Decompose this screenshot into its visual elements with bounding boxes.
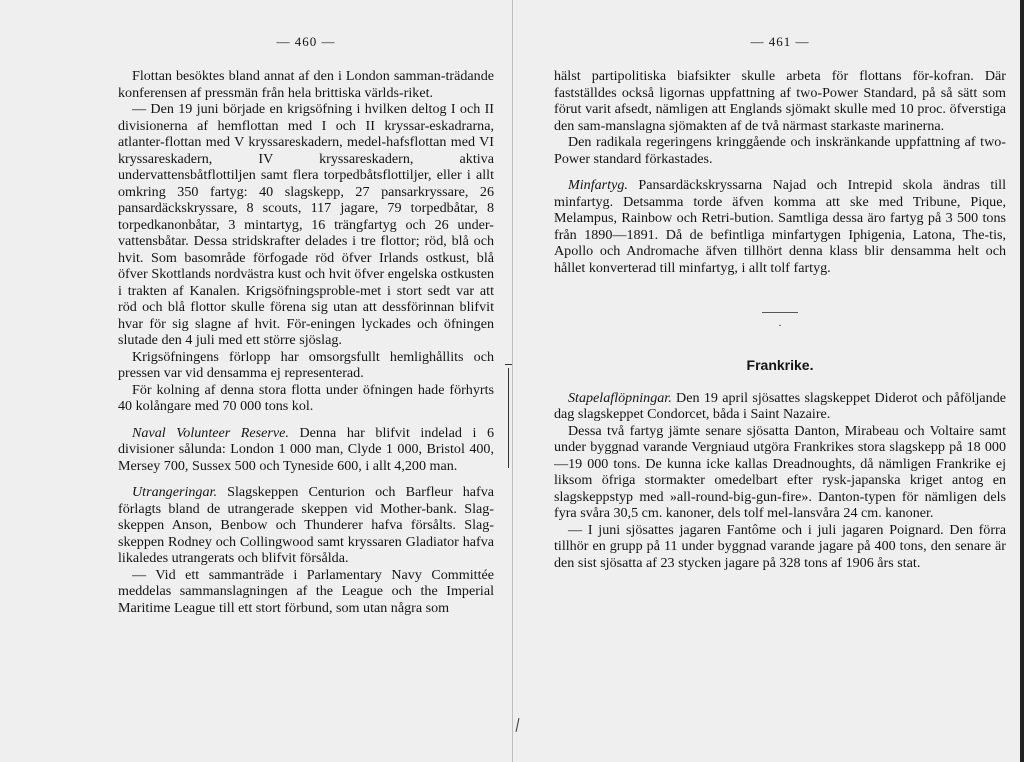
paragraph-fantome: — I juni sjösattes jagaren Fantôme och i juli jagaren Poignard. Den förra tillhör en grupp på 11 under byggnad varande jagare på 400 tons, den senare är den sist sjösatta af 23 stycken jagare på 328 tons af 1906 års stat.	[554, 521, 1006, 571]
paragraph-flottan: Flottan besöktes bland annat af den i London samman-trädande konferensen af pressmän från hela brittiska världs-riket.	[118, 68, 494, 101]
paragraph-radikala: Den radikala regeringens kringgående och inskränkande uppfattning af two-Power standard förkastades.	[554, 134, 1006, 167]
paragraph-navy-committee: — Vid ett sammanträde i Parlamentary Navy Committée meddelas sammanslagningen af the League och the Imperial Maritime League till ett stort förbund, som utan några som	[118, 566, 494, 616]
paragraph-minfartyg	[554, 177, 1006, 276]
paragraph-stapelaflopningar	[554, 390, 1006, 423]
divider-dot: ·	[778, 321, 782, 332]
right-text-column	[554, 68, 1006, 571]
paragraph-krigsofning: — Den 19 juni började en krigsöfning i hvilken deltog I och II divisionerna af hemflottan med I och II kryssar-eskadrarna, atlanter-flottan med V kryssareskadern, medel-hafsflottan med VI kryssareskadern, IV kryssareskadern, aktiva undervattensbåtflottiljen samt flera torpedbåtsflottiljer, eller i allt omkring 350 fartyg: 40 slagskepp, 27 pansarkryssare, 26 pansardäckskryssare, 8 scouts, 117 jagare, 79 torpedbåtar, 8 torpedkanonbåtar, 3 mintartyg, 16 trängfartyg och 26 under-vattensbåtar. Dessa stridskrafter delades i tre flottor; röd, blå och hvit. Som basområde förfogade röd öfver Irlands ostkust, blå öfver Skottlands nordvästra kust och hvit öfver engelska ostkusten i trakten af Kanalen. Krigsöfningsproble-met i stort sedt var att röd och blå flottor skulle förena sig utan att dessförinnan blifvit hvar för sig slagne af hvit. För-eningen lyckades och öfningen slutade den 4 juli med ett större sjöslag.	[118, 101, 494, 348]
utrangeringar-heading: Utrangeringar.	[132, 484, 217, 500]
utrangeringar-text: Slagskeppen Centurion och Barfleur hafva förlagts bland de utrangerade skeppen vid Mother-bank. Slag-skeppen Anson, Benbow och Thunderer hafva försålts. Slag-skeppen Rodney och Collingwood samt kryssaren Gladiator hafva likaledes utrangerats och blifvit försålda.	[118, 484, 494, 566]
page-edge	[1020, 0, 1024, 762]
paragraph-utrangeringar	[118, 484, 494, 567]
paragraph-kolning: För kolning af denna stora flotta under öfningen hade förhyrts 40 kolångare med 70 000 tons kol.	[118, 381, 494, 414]
paragraph-forlopp: Krigsöfningens förlopp har omsorgsfullt hemlighållits och pressen var vid densamma ej representerad.	[118, 348, 494, 381]
stapelaflopningar-text: Den 19 april sjösattes slagskeppet Diderot och påföljande dag slagskeppet Condorcet, båda i Saint Nazaire.	[554, 389, 1006, 422]
right-page	[512, 0, 1024, 762]
naval-volunteer-text: Denna har blifvit indelad i 6 divisioner sålunda: London 1 000 man, Clyde 1 000, Bristol 400, Mersey 700, Sussex 500 och Tyneside 600, i allt 4,200 man.	[118, 424, 494, 474]
naval-volunteer-heading: Naval Volunteer Reserve.	[132, 424, 289, 441]
minfartyg-text: Pansardäckskryssarna Najad och Intrepid skola ändras till minfartyg. Detsamma torde äfven komma att ske med Tribune, Pique, Melampus, Rainbow och Retri-bution. Samtliga dessa äro fartyg på 3 500 tons från 1890—1891. Då de befintliga minfartygen Iphigenia, Latona, The-tis, Apollo och Andromache äfven tillhört denna klass blir densamma helt och hållet konverterad till minfartyg, i allt tolf fartyg.	[554, 177, 1006, 276]
section-divider	[762, 312, 798, 313]
margin-rule-mark	[508, 368, 509, 468]
page-number-right: — 461 —	[750, 34, 810, 49]
paragraph-two-power: hälst partipolitiska biafsikter skulle arbeta för flottans för-kofran. Där fastställdes också ligornas uppfattning af two-Power Standard, på så sätt som förut varit afsedt, nämligen att Englands sjömakt skulle med 10 proc. öfverstiga den sam-manslagna sjömakten af de två närmast starkaste marinerna.	[554, 68, 1006, 134]
paragraph-danton: Dessa två fartyg jämte senare sjösatta Danton, Mirabeau och Voltaire samt under byggnad varande Vergniaud utgöra Frankrikes stora slagskepp på 18 000—19 000 tons. De kunna icke kallas Dreadnoughts, då nämligen Frankrike ej liksom öfriga stormakter omedelbart efter rysk-japanska kriget antog en slagskeppstyp med »all-round-big-gun-fire». Danton-typen för nämligen dels fyra svåra 30,5 cm. kanoner, dels tolf mel-lansvåra 24 cm. kanoner.	[554, 422, 1006, 521]
left-text-column	[118, 68, 494, 616]
gutter-line	[512, 0, 513, 762]
minfartyg-heading: Minfartyg.	[568, 177, 628, 193]
page-number-left: — 460 —	[276, 34, 336, 49]
paragraph-naval-volunteer	[118, 425, 494, 475]
section-heading-frankrike: Frankrike.	[746, 357, 814, 373]
stapelaflopningar-heading: Stapelaflöpningar.	[568, 389, 672, 406]
